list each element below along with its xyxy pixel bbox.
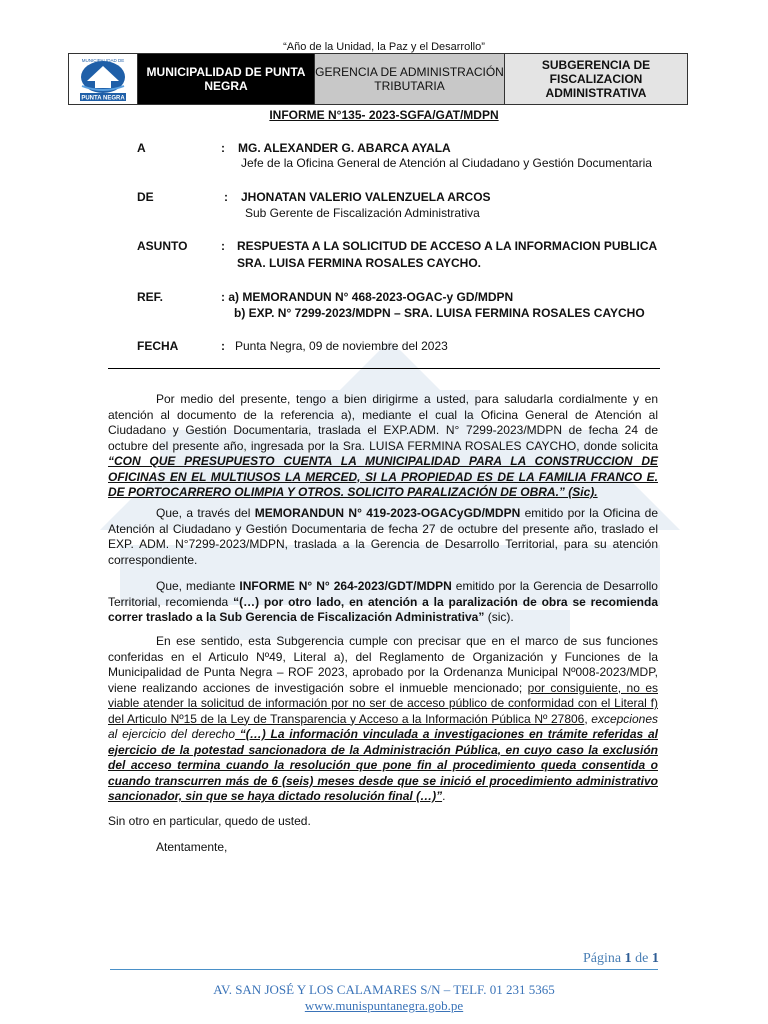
footer-website-link[interactable]: www.munispuntanegra.gob.pe [304, 998, 464, 1013]
logo-top-text: MUNICIPALIDAD DE [81, 58, 125, 63]
paragraph-4 [108, 634, 658, 805]
from-colon: : [224, 190, 228, 204]
paragraph-3 [108, 579, 658, 626]
date-value: Punta Negra, 09 de noviembre del 2023 [235, 339, 448, 353]
page-prefix: Página [583, 951, 625, 966]
paragraph-2-text-b: emitido por la Oficina de Atención al Ciudadano y Gestión Documentaria de fecha 27 de octubre del presente año, traslado el EXP. ADM. N°7299-2023/MDPN, traslada a la Gerencia de Desarrollo Territorial, para su atención correspondiente. [108, 506, 658, 567]
date-label: FECHA [137, 339, 179, 353]
letterhead [68, 53, 688, 105]
paragraph-1-text: Por medio del presente, tengo a bien dirigirme a usted, para saludarla cordialmente y en atención al documento de la referencia a), mediante el cual la Oficina General de Atención al Ciudadano y Gestión Documentaria, traslada el EXP.ADM. N° 7299-2023/MDPN de fecha 24 de octubre del presente año, ingresada por la Sra. LUISA FERMINA ROSALES CAYCHO, donde solicita [108, 392, 658, 453]
header-subgerencia: SUBGERENCIA DE FISCALIZACION ADMINISTRATIVA [505, 54, 687, 104]
to-colon: : [221, 141, 225, 155]
from-label: DE [137, 190, 154, 204]
legal-quote: “(…) La información vinculada a investigaciones en trámite referidas al ejercicio de la potestad sancionadora de la Administración Pública, en cuyo caso la exclusión del acceso termina cuando la resolución que pone fin al procedimiento queda consentida o cuando transcurren más de 6 (seis) meses desde que se inició el procedimiento administrativo sancionador, sin que se haya dictado resolución final (…)” [108, 727, 658, 803]
footer-rule [110, 969, 658, 970]
separator-line [108, 368, 660, 369]
municipality-logo [69, 54, 138, 104]
page-total: 1 [651, 951, 659, 966]
memorandum-ref: MEMORANDUN N° 419-2023-OGACyGD/MDPN [254, 506, 521, 520]
paragraph-2-text-a: Que, a través del [156, 506, 255, 520]
report-title: INFORME N°135- 2023-SGFA/GAT/MDPN [269, 108, 499, 122]
paragraph-4-comma: , [584, 711, 592, 726]
page-number [583, 951, 659, 967]
page-mid: de [631, 951, 652, 966]
footer-address: AV. SAN JOSÉ Y LOS CALAMARES S/N – TELF. 01 231 5365 [213, 982, 555, 997]
to-label: A [137, 141, 146, 155]
header-gerencia: GERENCIA DE ADMINISTRACIÓN TRIBUTARIA [315, 54, 505, 104]
from-role: Sub Gerente de Fiscalización Administrativa [245, 206, 480, 220]
to-role: Jefe de la Oficina General de Atención al Ciudadano y Gestión Documentaria [241, 156, 652, 170]
year-motto: “Año de la Unidad, la Paz y el Desarrollo” [283, 41, 485, 53]
subject-line-1: RESPUESTA A LA SOLICITUD DE ACCESO A LA INFORMACION PUBLICA [237, 239, 658, 253]
exceptions-phrase: excepciones al ejercicio del derecho [108, 711, 658, 741]
ref-line-2: b) EXP. N° 7299-2023/MDPN – SRA. LUISA FERMINA ROSALES CAYCHO [234, 306, 645, 320]
paragraph-1 [108, 392, 658, 501]
not-viable-statement: por consiguiente, no es viable atender la solicitud de información por no ser de acceso público de conformidad con el Literal f) del Articulo Nº15 de la Ley de Transparencia y Acceso a la Información Pública Nº 27806 [108, 680, 658, 726]
paragraph-3-text-b: emitido por la Gerencia de Desarrollo Territorial, recomienda [108, 579, 658, 609]
sign-off: Atentamente, [156, 840, 228, 854]
ref-line-1: : a) MEMORANDUN N° 468-2023-OGAC-y GD/MDPN [221, 290, 514, 304]
closing-line: Sin otro en particular, quedo de usted. [108, 814, 311, 828]
from-name: JHONATAN VALERIO VALENZUELA ARCOS [241, 190, 491, 204]
informe-ref: INFORME N° N° 264-2023/GDT/MDPN [239, 579, 452, 593]
recommendation-quote: “(…) por otro lado, en atención a la paralización de obra se recomienda correr traslado a la Sub Gerencia de Fiscalización Administrativa” [108, 594, 658, 624]
paragraph-4-end: . [442, 789, 446, 803]
to-name: MG. ALEXANDER G. ABARCA AYALA [238, 141, 451, 155]
date-colon: : [221, 339, 225, 353]
request-quote: “CON QUE PRESUPUESTO CUENTA LA MUNICIPALIDAD PARA LA CONSTRUCCION DE OFICINAS EN EL MULTIUSOS LA MERCED, SI LA PROPIEDAD ES DE LA FAMILIA FRANCO E. DE PORTOCARRERO OLIMPIA Y OTROS. SOLICITO PARALIZACIÓN DE OBRA.” (Sic). [108, 454, 658, 499]
subject-colon: : [221, 239, 225, 253]
ref-label: REF. [137, 290, 164, 304]
header-municipality: MUNICIPALIDAD DE PUNTA NEGRA [138, 54, 315, 104]
paragraph-4-text-a: En ese sentido, esta Subgerencia cumple con precisar que en el marco de sus funciones conferidas en el Articulo Nº49, Literal a), del Reglamento de Organización y Funciones de la Municipalidad de Punta Negra – ROF 2023, aprobado por la Ordenanza Municipal Nº008-2023/MDP, viene realizando acciones de investigación sobre el inmueble mencionado; [108, 634, 658, 695]
municipality-crest-icon [74, 56, 132, 102]
subject-line-2: SRA. LUISA FERMINA ROSALES CAYCHO. [237, 256, 482, 270]
subject-label: ASUNTO [137, 239, 188, 253]
paragraph-3-text-a: Que, mediante [156, 579, 240, 593]
page-current: 1 [624, 951, 632, 966]
paragraph-3-text-c: (sic). [484, 610, 514, 624]
logo-bottom-text: PUNTA NEGRA [81, 95, 125, 102]
paragraph-2 [108, 506, 658, 568]
